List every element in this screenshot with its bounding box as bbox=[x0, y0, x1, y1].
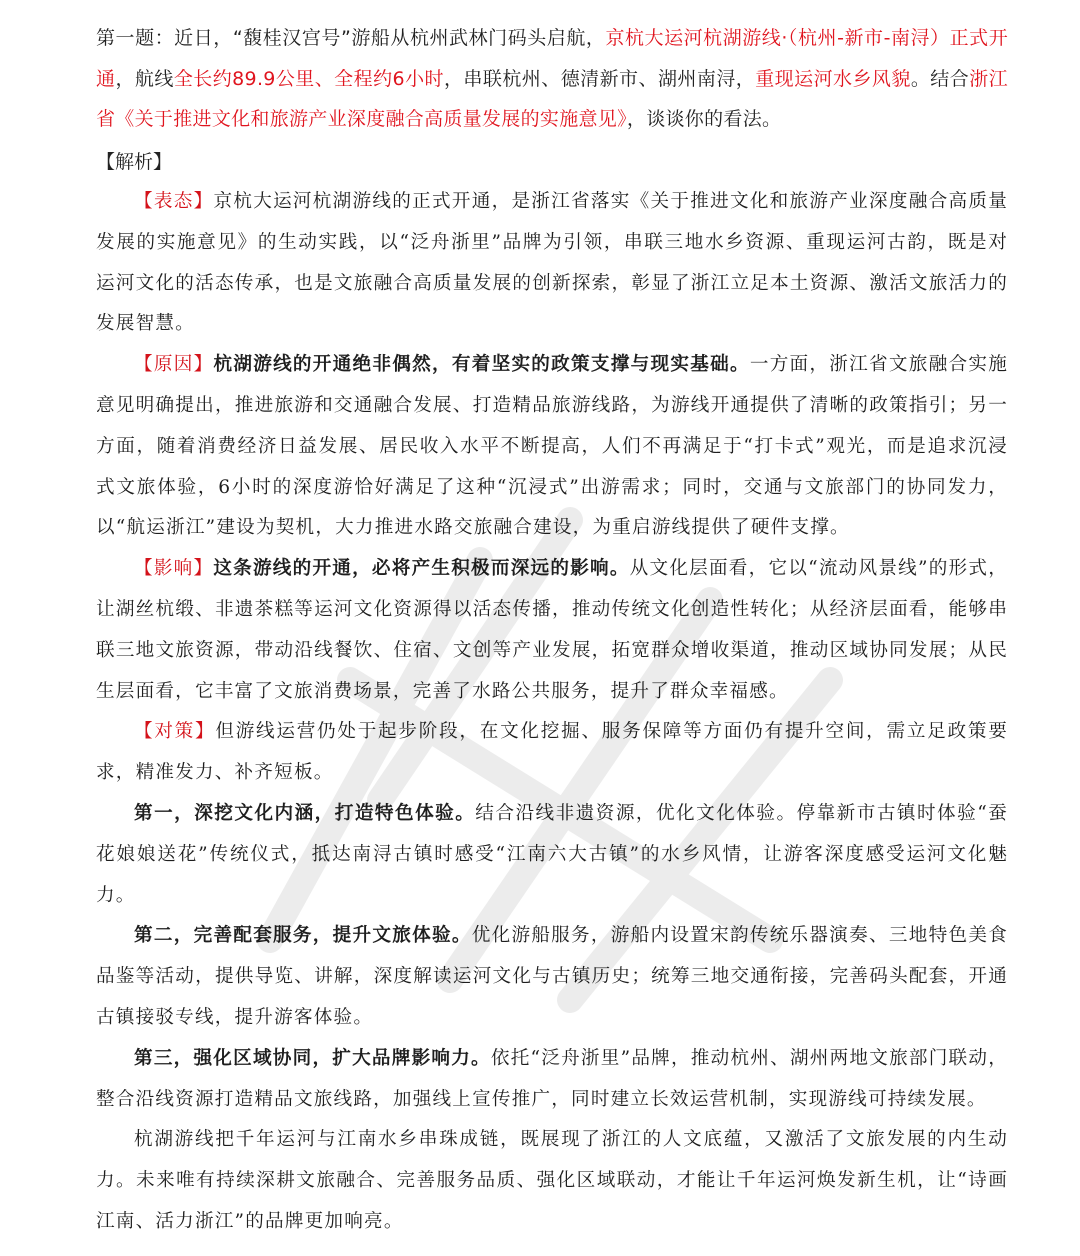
question-paragraph bbox=[96, 18, 1008, 140]
paragraph-conclusion bbox=[96, 1120, 1008, 1242]
paragraph-duice bbox=[96, 712, 1008, 794]
paragraph-text: 结合沿线非遗资源，优化文化体验。停靠新市古镇时体验“蚕花娘娘送花”传统仪式，抵达南浔古镇时感受“江南六大古镇”的水乡风情，让游客深度感受运河文化魅力。 bbox=[96, 802, 1008, 906]
paragraph-measure-2 bbox=[96, 916, 1008, 1038]
paragraph-lead: 杭湖游线的开通绝非偶然，有着坚实的政策支撑与现实基础。 bbox=[213, 354, 750, 376]
paragraph-text: 优化游船服务，游船内设置宋韵传统乐器演奏、三地特色美食品鉴等活动，提供导览、讲解，深度解读运河文化与古镇历史；统筹三地交通衔接，完善码头配套，开通古镇接驳专线，提升游客体验。 bbox=[96, 925, 1009, 1028]
paragraph-text: 京杭大运河杭湖游线的正式开通，是浙江省落实《关于推进文化和旅游产业深度融合高质量发展的实施意见》的生动实践，以“泛舟浙里”品牌为引领，串联三地水乡资源、重现运河古韵，既是对运河文化的活态传承，也是文旅融合高质量发展的创新探索，彰显了浙江立足本土资源、激活文旅活力的发展智慧。 bbox=[96, 191, 1008, 335]
paragraph-measure-1 bbox=[96, 794, 1008, 916]
paragraph-text: 一方面，浙江省文旅融合实施意见明确提出，推进旅游和交通融合发展、打造精品旅游线路，为游线开通提供了清晰的政策指引；另一方面，随着消费经济日益发展、居民收入水平不断提高，人们不再满足于“打卡式”观光，而是追求沉浸式文旅体验，6小时的深度游恰好满足了这种“沉浸式”出游需求；同时，交通与文旅部门的协同发力，以“航运浙江”建设为契机，大力推进水路交旅融合建设，为重启游线提供了硬件支撑。 bbox=[96, 354, 1008, 539]
paragraph-text: 但游线运营仍处于起步阶段，在文化挖掘、服务保障等方面仍有提升空间，需立足政策要求，精准发力、补齐短板。 bbox=[96, 721, 1008, 784]
question-highlight-length: 全长约89.9公里、全程约6小时 bbox=[173, 67, 444, 90]
paragraph-text: 从文化层面看，它以“流动风景线”的形式，让湖丝杭缎、非遗茶糕等运河文化资源得以活态传播，推动传统文化创造性转化；从经济层面看，能够串联三地文旅资源，带动沿线餐饮、住宿、文创等产业发展，拓宽群众增收渠道，推动区域协同发展；从民生层面看，它丰富了文旅消费场景，完善了水路公共服务，提升了群众幸福感。 bbox=[96, 558, 1008, 702]
question-text: ，谈谈你的看法。 bbox=[626, 108, 782, 130]
paragraph-text: 依托“泛舟浙里”品牌，推动杭州、湖州两地文旅部门联动，整合沿线资源打造精品文旅线路，加强线上宣传推广，同时建立长效运营机制，实现游线可持续发展。 bbox=[96, 1047, 1008, 1110]
question-highlight-policy: 浙江省《关于推进文化和旅游产业深度融合高质量发展的实施意见》 bbox=[96, 67, 1008, 130]
question-text: ，串联杭州、德清新市、湖州南浔， bbox=[443, 67, 756, 90]
paragraph-text: 杭湖游线把千年运河与江南水乡串珠成链，既展现了浙江的人文底蕴，又激活了文旅发展的内生动力。未来唯有持续深耕文旅融合、完善服务品质、强化区域联动，才能让千年运河焕发新生机，让“诗画江南、活力浙江”的品牌更加响亮。 bbox=[96, 1129, 1008, 1232]
question-highlight-route: 京杭大运河杭湖游线·（杭州-新市-南浔）正式开通 bbox=[96, 27, 1008, 90]
section-tag: 【影响】 bbox=[134, 558, 214, 580]
question-highlight-scenery: 重现运河水乡风貌 bbox=[755, 67, 911, 90]
question-text: 第一题：近日，“馥桂汉宫号”游船从杭州武林门码头启航， bbox=[96, 27, 606, 49]
paragraph-lead: 第二，完善配套服务，提升文旅体验。 bbox=[134, 925, 472, 947]
paragraph-biaotai bbox=[96, 182, 1008, 345]
paragraph-yuanyin bbox=[96, 345, 1008, 549]
section-tag: 【表态】 bbox=[134, 191, 214, 212]
question-text: ，航线 bbox=[115, 67, 174, 90]
paragraph-lead: 第一，深挖文化内涵，打造特色体验。 bbox=[134, 802, 476, 824]
section-tag: 【对策】 bbox=[134, 721, 216, 743]
paragraph-yingxiang bbox=[96, 549, 1008, 712]
paragraph-lead: 第三，强化区域协同，扩大品牌影响力。 bbox=[134, 1047, 491, 1069]
paragraph-measure-3 bbox=[96, 1039, 1008, 1121]
analysis-heading: 【解析】 bbox=[96, 151, 173, 173]
analysis-body bbox=[96, 182, 1008, 1243]
paragraph-lead: 这条游线的开通，必将产生积极而深远的影响。 bbox=[213, 558, 630, 580]
section-tag: 【原因】 bbox=[134, 354, 214, 376]
question-text: 。结合 bbox=[910, 67, 970, 90]
